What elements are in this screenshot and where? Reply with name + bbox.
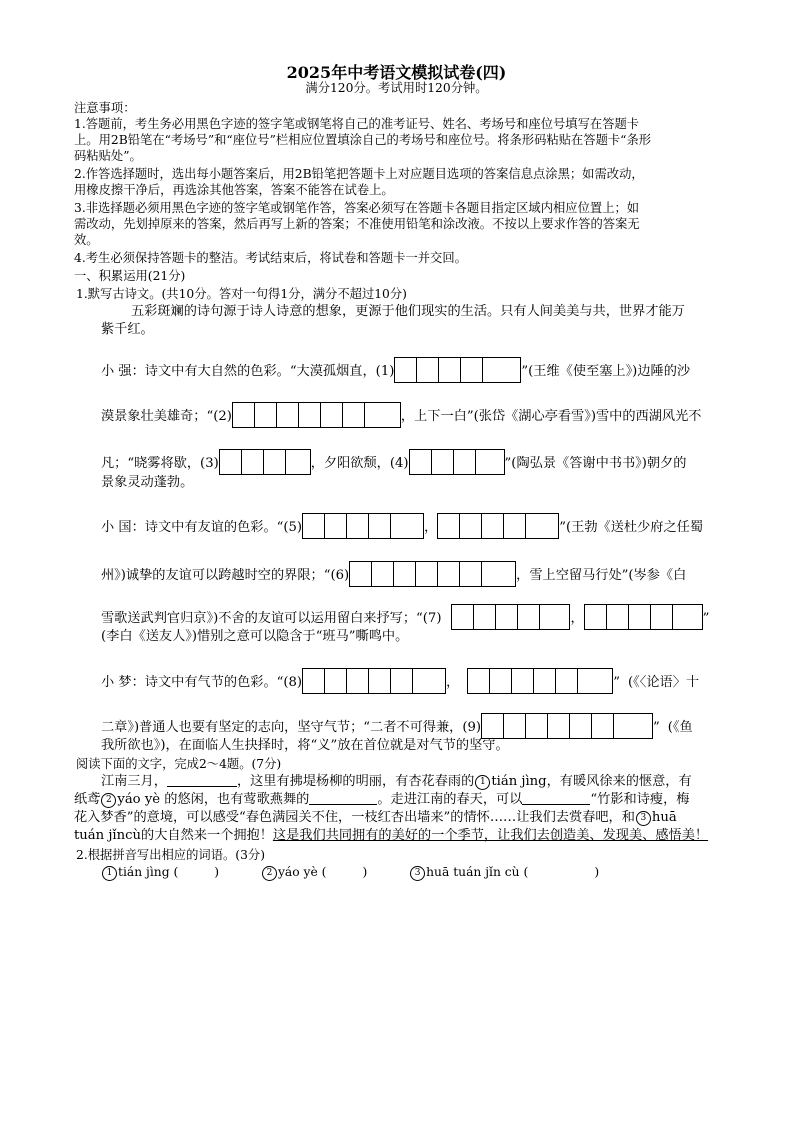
section-heading: 一、积累运用(21分) <box>74 269 186 283</box>
paren: ) <box>214 865 220 879</box>
answer-blank-3[interactable] <box>522 792 590 805</box>
quote-mark: ” <box>702 611 710 626</box>
notice-line: 需改动，先划掉原来的答案，然后再写上新的答案；不准使用铅笔和涂改液。不按以上要求作答的答案无 <box>74 217 640 231</box>
fill-text: (王勃《送杜少府之任蜀 <box>566 520 704 535</box>
notice-line: 码粘贴处”。 <box>74 149 142 163</box>
passage-line <box>101 774 692 790</box>
fill-line <box>101 713 693 739</box>
passage-text: 纸鸢 <box>74 792 101 807</box>
intro-line: 紫千红。 <box>101 322 154 337</box>
answer-grid-5b[interactable] <box>437 513 559 539</box>
question-1-heading: 1.默写古诗文。(共10分。答对一句得1分，满分不超过10分) <box>76 287 407 301</box>
circle-number-1: 1 <box>475 775 490 790</box>
underlined-sentence: 这是我们共同拥有的美好的一个季节，让我们去创造美、发现美、感悟美！ <box>272 828 709 843</box>
passage-text: tián jìng，有暖风徐来的惬意，有 <box>491 774 692 789</box>
paren: ) <box>362 865 368 879</box>
quote-mark: ” <box>521 364 529 379</box>
circle-number-2: 2 <box>262 866 277 881</box>
fill-line <box>101 604 709 630</box>
circle-number-2: 2 <box>101 793 116 808</box>
notice-line: 用橡皮擦干净后，再选涂其他答案，答案不能答在试卷上。 <box>74 183 394 197</box>
fill-text: ，雪上空留马行处”(岑参《白 <box>516 568 687 583</box>
fill-text: ，夕阳欲颓，(4) <box>310 456 409 471</box>
fill-line <box>101 357 690 383</box>
notice-heading: 注意事项： <box>74 101 136 115</box>
fill-text: 州》)诚挚的友谊可以跨越时空的界限；“(6) <box>101 568 350 583</box>
passage-line <box>74 810 677 826</box>
passage-line <box>74 828 708 844</box>
page-title: 2025年中考语文模拟试卷(四) <box>286 63 507 82</box>
circle-number-3: 3 <box>636 811 651 826</box>
reading-intro: 阅读下面的文字，完成2～4题。(7分) <box>76 757 282 771</box>
pinyin-label: tián jìng ( <box>118 865 179 879</box>
fill-line <box>101 668 699 694</box>
intro-line: 五彩斑斓的诗句源于诗人诗意的想象，更源于他们现实的生活。只有人间美美与共，世界才能万 <box>131 304 685 319</box>
fill-text: 小 国：诗文中有友谊的色彩。“(5) <box>101 520 303 535</box>
passage-text: huā <box>651 810 677 825</box>
page-subtitle: 满分120分。考试用时120分钟。 <box>305 81 488 95</box>
answer-grid-1[interactable] <box>394 357 521 383</box>
fill-text: 二章》)普通人也要有坚定的志向，坚守气节；“二者不可得兼，(9) <box>101 720 482 735</box>
answer-grid-8a[interactable] <box>302 668 446 694</box>
fill-text: 小 梦：诗文中有气节的色彩。“(8) <box>101 675 303 690</box>
answer-blank-1[interactable] <box>167 774 237 787</box>
notice-line: 1.答题前，考生务必用黑色字迹的签字笔或钢笔将自己的准考证号、姓名、考场号和座位号填写在答题卡 <box>74 117 640 131</box>
passage-text: “竹影和诗瘦，梅 <box>590 792 690 807</box>
fill-text: ，上下一白”(张岱《湖心亭看雪》)雪中的西湖风光不 <box>400 409 702 424</box>
quote-mark: ” <box>559 520 566 535</box>
fill-line <box>101 402 701 428</box>
fill-line <box>101 561 686 587</box>
passage-text: 。走进江南的春天，可以 <box>377 792 523 807</box>
comma: ， <box>446 675 460 690</box>
notice-line: 4.考生必须保持答题卡的整洁。考试结束后，将试卷和答题卡一并交回。 <box>74 251 467 265</box>
fill-line: 景象灵动蓬勃。 <box>101 475 194 490</box>
fill-line: 我所欲也》)，在面临人生抉择时，将“义”放在首位就是对气节的坚守。 <box>101 738 509 753</box>
quote-mark: ” <box>653 720 660 735</box>
fill-line <box>101 513 703 539</box>
pinyin-label: yáo yè ( <box>277 865 327 879</box>
circle-number-1: 1 <box>102 866 117 881</box>
fill-text: 小 强：诗文中有大自然的色彩。“大漠孤烟直，(1) <box>101 364 395 379</box>
fill-text: 凡；“晓雾将歇，(3) <box>101 456 219 471</box>
passage-text: ，这里有拂堤杨柳的明丽，有杏花春雨的 <box>236 774 475 789</box>
fill-text: (陶弘景《答谢中书书》)朝夕的 <box>511 456 687 471</box>
quote-mark: ” <box>613 675 620 690</box>
comma: ， <box>424 520 438 535</box>
paren: ) <box>594 865 600 879</box>
passage-line <box>74 792 689 808</box>
passage-text: 江南三月， <box>101 774 167 789</box>
answer-grid-8b[interactable] <box>467 668 613 694</box>
passage-text: tuán jǐncù的大自然来一个拥抱！ <box>74 828 273 843</box>
fill-line: (李白《送友人》)惜别之意可以隐含于“班马”嘶鸣中。 <box>101 629 409 644</box>
notice-line: 3.非选择题必须用黑色字迹的签字笔或钢笔作答，答案必须写在答题卡各题目指定区域内相应位置上；如 <box>74 201 640 215</box>
fill-text: 雪歌送武判官归京》)不舍的友谊可以运用留白来抒写；“(7) <box>101 611 442 626</box>
pinyin-answer-row <box>101 864 599 881</box>
answer-grid-9[interactable] <box>481 713 653 739</box>
fill-text: (《鱼 <box>667 720 693 735</box>
fill-text: (王维《使至塞上》)边陲的沙 <box>528 364 691 379</box>
circle-number-3: 3 <box>410 866 425 881</box>
fill-line <box>101 449 686 475</box>
answer-blank-2[interactable] <box>309 792 377 805</box>
comma: ， <box>570 611 584 626</box>
notice-line: 上。用2B铅笔在“考场号”和“座位号”栏相应位置填涂自己的考场号和座位号。将条形码粘贴在答题卡“条形 <box>74 133 652 147</box>
answer-grid-6[interactable] <box>349 561 516 587</box>
passage-text: yáo yè 的悠闲，也有莺歌燕舞的 <box>117 792 310 807</box>
answer-grid-7b[interactable] <box>584 604 703 630</box>
pinyin-label: huā tuán jǐn cù ( <box>426 865 529 879</box>
quote-mark: ” <box>504 456 512 471</box>
passage-text: 花入梦香”的意境，可以感受“春色满园关不住，一枝红杏出墙来”的情怀……让我们去赏春吧，和 <box>74 810 635 825</box>
question-2-heading: 2.根据拼音写出相应的词语。(3分) <box>76 848 266 862</box>
answer-grid-3[interactable] <box>219 449 311 475</box>
answer-grid-7a[interactable] <box>451 604 570 630</box>
answer-grid-4[interactable] <box>409 449 505 475</box>
fill-text: (《〈论语〉十 <box>628 675 700 690</box>
fill-text: 漠景象壮美雄奇；“(2) <box>101 409 232 424</box>
notice-line: 2.作答选择题时，选出每小题答案后，用2B铅笔把答题卡上对应题目选项的答案信息点涂黑；如需改动， <box>74 167 644 181</box>
notice-line: 效。 <box>74 233 99 247</box>
answer-grid-5a[interactable] <box>302 513 424 539</box>
answer-grid-2[interactable] <box>232 402 401 428</box>
